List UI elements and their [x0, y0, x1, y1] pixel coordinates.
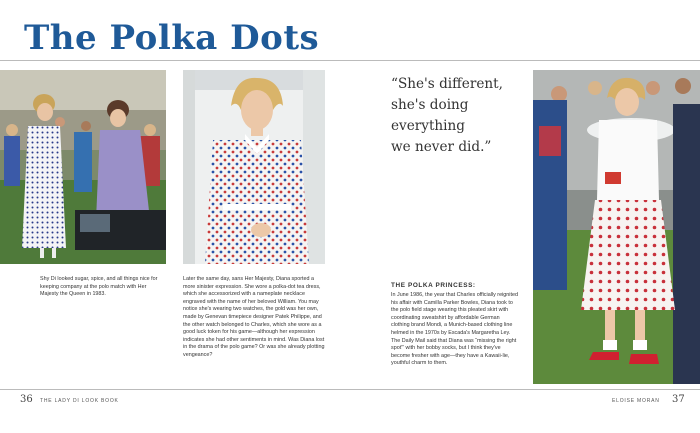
book-title: THE LADY DI LOOK BOOK	[40, 398, 119, 404]
right-page-number: 37	[672, 394, 685, 405]
polka-dress-portrait-photo	[183, 70, 325, 264]
pull-quote-line: “She's different,	[391, 76, 503, 92]
bottom-divider	[0, 389, 700, 390]
caption-middle: Later the same day, sans Her Majesty, Diana sported a more sinister expression. She wore a polka-dot tea dress, which she accessorized with a nameplate necklace engraved with the name of her beloved William. You may notice she's wearing two watches, the gold was her own, made by Genevan timepiece designer Patek Philippe, and the other watch belonged to Charles, which she wore as a good luck token for his game—although her expression indicates she had other sentiments in mind. Was Diana lost in the drama of the polo game? Or was she already plotting vengeance?	[183, 276, 325, 358]
pull-quote	[391, 74, 531, 158]
sidebar-heading: THE POLKA PRINCESS:	[391, 282, 476, 289]
left-page-number: 36	[20, 394, 33, 405]
pull-quote-line: everything	[391, 118, 465, 134]
pull-quote-line: we never did.”	[391, 139, 492, 155]
author-name: ELOISE MORAN	[612, 398, 660, 404]
pull-quote-line: she's doing	[391, 97, 469, 113]
polo-match-photo	[0, 70, 166, 264]
caption-left: Shy Di looked sugar, spice, and all things nice for keeping company at the polo match with Her Majesty the Queen in 1983.	[40, 276, 158, 298]
sidebar-body: In June 1986, the year that Charles officially reignited his affair with Camilla Parker Bowles, Diana took to the polo field stage wearing this pleated skirt with coordinating sweatshirt by affordable German clothing brand Mondi, a Munich-based clothing line helmed in the 1970s by Escada's Margaretha Ley. The Daily Mail said that Diana was “missing the right spot”’ with her bobby socks, but I think they've become fresher with age—they have a Kawaii-lie, youthful charm to them.	[391, 292, 518, 367]
top-divider	[0, 60, 700, 61]
page-title: The Polka Dots	[24, 18, 320, 58]
polka-skirt-photo	[533, 70, 700, 384]
